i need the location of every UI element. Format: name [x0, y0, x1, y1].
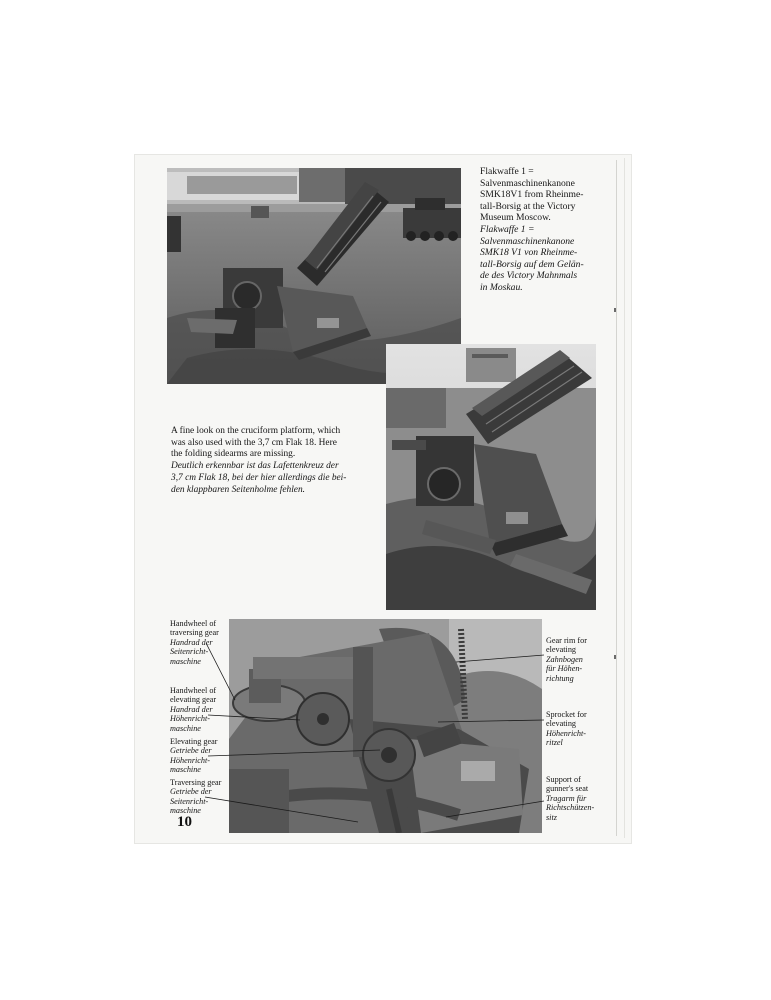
caption-middle-german — [171, 461, 381, 496]
label-handwheel-elevating — [170, 686, 230, 733]
caption-line: SMK18V1 from Rheinme- — [480, 189, 584, 201]
caption-line: Salvenmaschinenkanone — [480, 177, 575, 189]
photo-smk18-cruciform-platform — [386, 344, 596, 610]
caption-line: 3,7 cm Flak 18, bei der hier allerdings die bei- — [171, 472, 347, 483]
label-line: Handrad der — [170, 704, 213, 714]
caption-middle — [171, 426, 381, 496]
caption-line: SMK18 V1 von Rheinme- — [480, 247, 578, 259]
label-line: Seitenricht- — [170, 647, 209, 657]
label-line: Handwheel of — [170, 686, 217, 695]
label-line: ritzel — [546, 738, 563, 748]
label-gear-rim — [546, 636, 608, 683]
photo-smk18-cruciform-platform-image — [386, 344, 596, 610]
label-line: Höhenricht- — [170, 755, 211, 765]
caption-top — [480, 166, 598, 294]
caption-line: de des Victory Mahnmals — [480, 270, 578, 282]
label-line: maschine — [170, 723, 201, 733]
label-line: Gear rim for — [546, 636, 587, 645]
page-number: 10 — [177, 814, 192, 830]
page-edge-mark — [614, 655, 616, 659]
label-line: Sprocket for — [546, 710, 587, 719]
caption-top-english — [480, 166, 598, 224]
label-line: maschine — [170, 765, 201, 775]
label-line: gunner's seat — [546, 784, 589, 794]
label-line: sitz — [546, 812, 557, 822]
label-line: Traversing gear — [170, 778, 222, 787]
caption-top-german — [480, 224, 598, 294]
label-line: Handwheel of — [170, 619, 217, 628]
label-line: für Höhen- — [546, 664, 583, 674]
caption-line: Deutlich erkennbar ist das Lafettenkreuz der — [171, 461, 339, 472]
page-edge-line-outer — [624, 158, 625, 838]
label-line: elevating gear — [170, 695, 217, 705]
label-line: elevating — [546, 645, 577, 655]
caption-line: den klappbaren Seitenholme fehlen. — [171, 484, 305, 495]
label-sprocket — [546, 710, 608, 748]
label-line: Getriebe der — [170, 787, 212, 797]
caption-middle-english — [171, 426, 381, 461]
label-line: Handrad der — [170, 637, 213, 647]
label-line: Richtschützen- — [546, 803, 595, 813]
label-line: Tragarm für — [546, 793, 587, 803]
label-traversing-gear — [170, 778, 230, 816]
page-edge-mark — [614, 308, 616, 312]
label-line: traversing gear — [170, 628, 219, 638]
label-gunner-seat-support — [546, 775, 610, 822]
label-handwheel-traversing — [170, 619, 230, 666]
caption-line: the folding sidearms are missing. — [171, 449, 296, 460]
photo-smk18-gear-closeup — [229, 619, 542, 833]
caption-line: A fine look on the cruciform platform, which — [171, 426, 341, 436]
page-edge-line — [616, 160, 617, 836]
label-line: Höhenricht- — [170, 714, 211, 724]
caption-line: Flakwaffe 1 = — [480, 223, 535, 235]
label-line: Seitenricht- — [170, 796, 209, 806]
photo-smk18-gear-closeup-image — [229, 619, 542, 833]
caption-line: was also used with the 3,7 cm Flak 18. Here — [171, 437, 337, 448]
caption-line: Museum Moscow. — [480, 212, 551, 224]
caption-line: tall-Borsig at the Victory — [480, 200, 576, 212]
caption-line: Flakwaffe 1 = — [480, 166, 534, 177]
label-line: elevating — [546, 719, 577, 729]
label-line: maschine — [170, 806, 201, 816]
label-line: maschine — [170, 656, 201, 666]
label-line: richtung — [546, 673, 574, 683]
label-line: Elevating gear — [170, 737, 218, 746]
label-line: Getriebe der — [170, 746, 212, 756]
caption-line: in Moskau. — [480, 281, 523, 293]
label-line: Zahnbogen — [546, 654, 583, 664]
caption-line: Salvenmaschinenkanone — [480, 235, 575, 247]
caption-line: tall-Borsig auf dem Gelän- — [480, 258, 584, 270]
label-line: Höhenricht- — [546, 728, 587, 738]
label-line: Support of — [546, 775, 581, 784]
label-elevating-gear — [170, 737, 230, 775]
